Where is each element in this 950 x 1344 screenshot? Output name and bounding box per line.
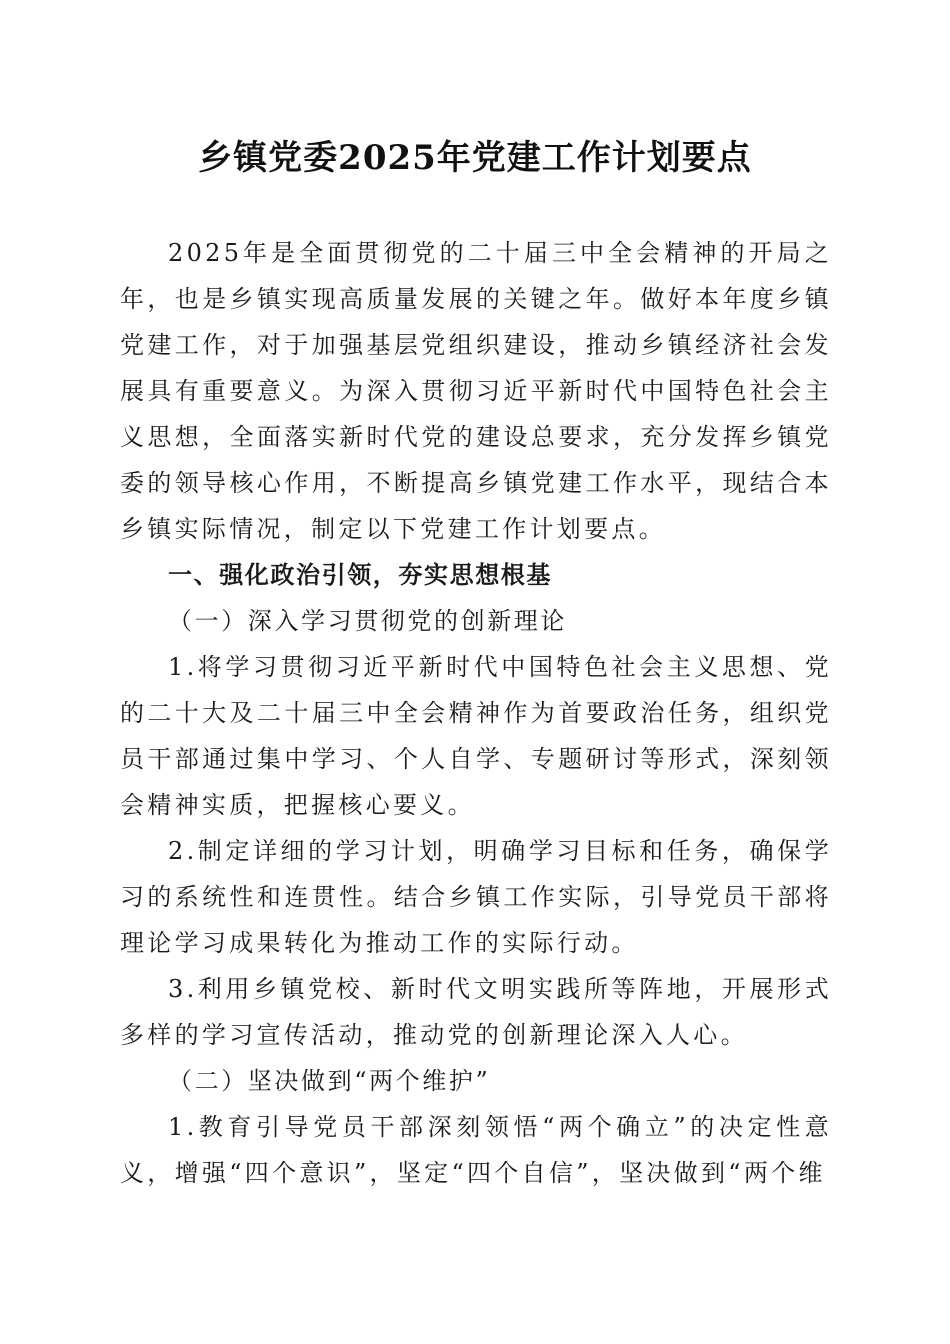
subsection-heading-1: （一）深入学习贯彻党的创新理论	[168, 607, 567, 635]
intro-paragraph: 2025年是全面贯彻党的二十届三中全会精神的开局之年，也是乡镇实现高质量发展的关键之年。做好本年度乡镇党建工作，对于加强基层党组织建设，推动乡镇经济社会发展具有重要意义。为深入贯彻习近平新时代中国特色社会主义思想，全面落实新时代党的建设总要求，充分发挥乡镇党委的领导核心作用，不断提高乡镇党建工作水平，现结合本乡镇实际情况，制定以下党建工作计划要点。	[120, 239, 832, 543]
list-item: 1.教育引导党员干部深刻领悟“两个确立”的决定性意义，增强“四个意识”，坚定“四个自信”，坚决做到“两个维	[120, 1113, 832, 1187]
section-heading-1: 一、强化政治引领，夯实思想根基	[168, 561, 552, 589]
subsection-heading-2: （二）坚决做到“两个维护”	[168, 1067, 491, 1095]
document-body	[120, 230, 832, 1196]
list-item: 3.利用乡镇党校、新时代文明实践所等阵地，开展形式多样的学习宣传活动，推动党的创新理论深入人心。	[120, 975, 832, 1049]
list-item: 1.将学习贯彻习近平新时代中国特色社会主义思想、党的二十大及二十届三中全会精神作为首要政治任务，组织党员干部通过集中学习、个人自学、专题研讨等形式，深刻领会精神实质，把握核心要义。	[120, 653, 832, 819]
document-title: 乡镇党委2025年党建工作计划要点	[198, 138, 752, 178]
list-item: 2.制定详细的学习计划，明确学习目标和任务，确保学习的系统性和连贯性。结合乡镇工作实际，引导党员干部将理论学习成果转化为推动工作的实际行动。	[120, 837, 832, 957]
